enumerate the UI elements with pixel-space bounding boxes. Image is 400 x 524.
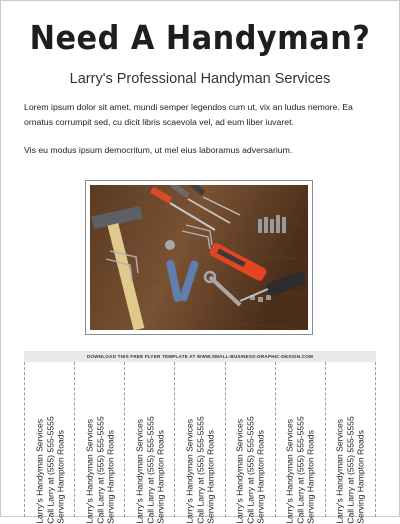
tear-off-tab[interactable] — [325, 362, 376, 524]
tear-off-tab[interactable] — [124, 362, 174, 524]
tear-off-tab[interactable] — [225, 362, 275, 524]
tear-off-tab[interactable] — [174, 362, 224, 524]
tab-phone: Call Larry at (555) 555-5555 — [44, 416, 55, 524]
tab-phone: Call Larry at (555) 555-5555 — [295, 416, 306, 524]
tools-photo-frame — [85, 180, 313, 335]
tab-service-area: Serving Hampton Roads — [355, 430, 366, 524]
tab-business-name: Larry's Handyman Services — [184, 418, 195, 524]
tab-business-name: Larry's Handyman Services — [234, 418, 245, 524]
tab-text — [34, 384, 66, 524]
subtitle: Larry's Professional Handyman Services — [69, 71, 331, 87]
tear-off-tab[interactable] — [275, 362, 325, 524]
body-paragraph-2: Vis eu modus ipsum democritum, ut mel eius laboramus adversarium. — [24, 145, 293, 155]
tab-service-area: Serving Hampton Roads — [205, 430, 216, 524]
tab-business-name: Larry's Handyman Services — [334, 418, 345, 524]
tear-off-tabs — [24, 362, 376, 524]
tab-service-area: Serving Hampton Roads — [104, 430, 115, 524]
tab-phone: Call Larry at (555) 555-5555 — [345, 416, 356, 524]
tab-business-name: Larry's Handyman Services — [284, 418, 295, 524]
tab-text — [84, 384, 116, 524]
tab-business-name: Larry's Handyman Services — [83, 418, 94, 524]
tab-business-name: Larry's Handyman Services — [33, 418, 44, 524]
tab-text — [134, 384, 166, 524]
tab-phone: Call Larry at (555) 555-5555 — [194, 416, 205, 524]
tear-off-header: DOWNLOAD THIS FREE FLYER TEMPLATE AT WWW.SMALL-BUSINESS-GRAPHIC-DESIGN.COM — [24, 351, 376, 362]
body-paragraph-1: Lorem ipsum dolor sit amet, mundi semper legendos cum ut, vix an ludus nemore. Ea ornatus corrumpit sed, cu dicit libris scaevola vel, ad eum liber iuvaret. — [24, 102, 353, 127]
tab-text — [234, 384, 266, 524]
tab-text — [285, 384, 317, 524]
tab-phone: Call Larry at (555) 555-5555 — [94, 416, 105, 524]
tab-service-area: Serving Hampton Roads — [305, 430, 316, 524]
tab-phone: Call Larry at (555) 555-5555 — [144, 416, 155, 524]
tear-off-tab[interactable] — [24, 362, 74, 524]
headline: Need A Handyman? — [29, 18, 371, 57]
tab-text — [184, 384, 216, 524]
tab-text — [335, 384, 367, 524]
tear-off-tab[interactable] — [74, 362, 124, 524]
tools-photo — [90, 185, 308, 330]
tab-service-area: Serving Hampton Roads — [54, 430, 65, 524]
tab-service-area: Serving Hampton Roads — [155, 430, 166, 524]
tab-business-name: Larry's Handyman Services — [134, 418, 145, 524]
tab-service-area: Serving Hampton Roads — [255, 430, 266, 524]
tab-phone: Call Larry at (555) 555-5555 — [244, 416, 255, 524]
